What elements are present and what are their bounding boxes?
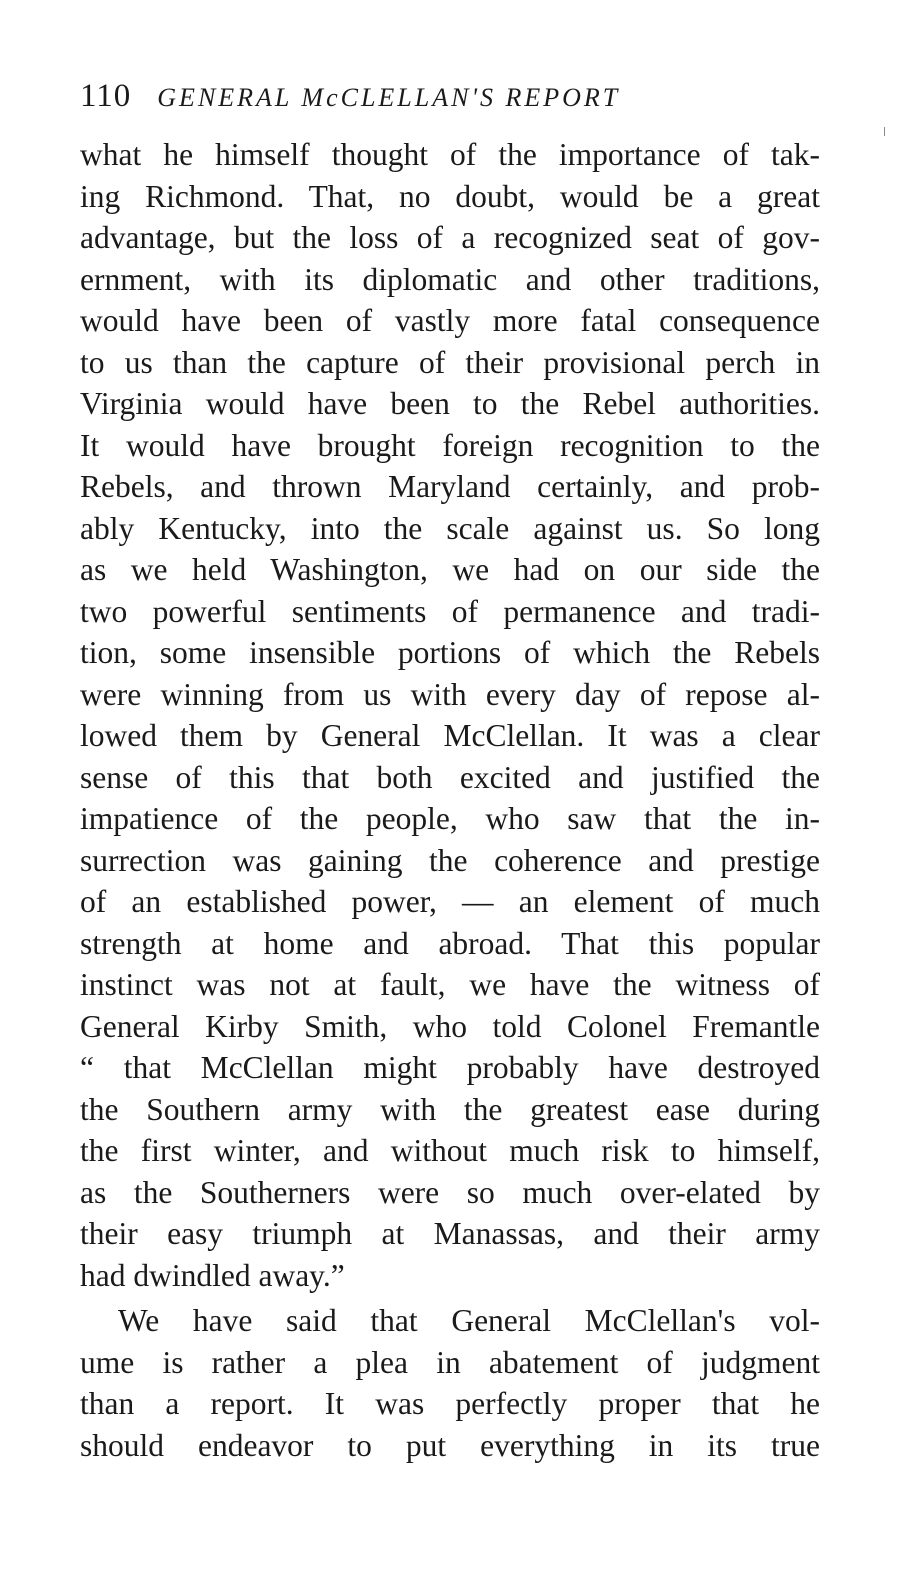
- text-line: what he himself thought of the importance of tak-: [80, 137, 820, 172]
- text-line: should endeavor to put everything in its true: [80, 1427, 820, 1463]
- running-head: [80, 78, 820, 118]
- page-number: 110: [80, 78, 132, 114]
- text-line: than a report. It was perfectly proper that he: [80, 1386, 820, 1421]
- text-line: sense of this that both excited and justified the: [80, 759, 820, 795]
- text-line: the Southern army with the greatest ease during: [80, 1091, 820, 1127]
- text-line: of an established power, — an element of much: [80, 884, 820, 919]
- text-line: tion, some insensible portions of which the Rebels: [80, 635, 820, 670]
- text-line: as the Southerners were so much over-elated by: [80, 1174, 820, 1210]
- text-line: two powerful sentiments of permanence and tradi-: [80, 593, 820, 629]
- margin-mark: [884, 127, 885, 136]
- text-line: advantage, but the loss of a recognized seat of gov-: [80, 220, 820, 255]
- text-line: as we held Washington, we had on our side the: [80, 552, 820, 587]
- text-line: had dwindled away.”: [80, 1257, 345, 1293]
- text-line: instinct was not at fault, we have the witness of: [80, 967, 820, 1002]
- text-line: ing Richmond. That, no doubt, would be a great: [80, 178, 820, 214]
- text-line: We have said that General McClellan's vol-: [118, 1303, 820, 1338]
- text-line: strength at home and abroad. That this popular: [80, 925, 820, 961]
- text-line: “ that McClellan might probably have destroyed: [80, 1050, 820, 1085]
- text-line: surrection was gaining the coherence and prestige: [80, 842, 820, 878]
- running-title: GENERAL McCLELLAN'S REPORT: [157, 83, 621, 112]
- paragraph-1: [80, 134, 820, 1296]
- text-line: the first winter, and without much risk to himself,: [80, 1133, 820, 1168]
- text-line: impatience of the people, who saw that the in-: [80, 801, 820, 836]
- text-line: ernment, with its diplomatic and other traditions,: [80, 261, 820, 297]
- text-line: ably Kentucky, into the scale against us. So long: [80, 510, 820, 546]
- text-line: General Kirby Smith, who told Colonel Fremantle: [80, 1008, 820, 1044]
- text-line: It would have brought foreign recognition to the: [80, 427, 820, 463]
- text-line: ume is rather a plea in abatement of judgment: [80, 1344, 820, 1380]
- text-line: would have been of vastly more fatal consequence: [80, 303, 820, 338]
- text-line: Virginia would have been to the Rebel authorities.: [80, 386, 820, 421]
- text-line: lowed them by General McClellan. It was a clear: [80, 718, 820, 753]
- text-line: were winning from us with every day of repose al-: [80, 676, 820, 712]
- paragraph-2: [80, 1300, 820, 1466]
- text-line: their easy triumph at Manassas, and their army: [80, 1216, 820, 1251]
- body-text: [80, 134, 820, 1466]
- text-line: Rebels, and thrown Maryland certainly, and prob-: [80, 469, 820, 504]
- text-line: to us than the capture of their provisional perch in: [80, 344, 820, 380]
